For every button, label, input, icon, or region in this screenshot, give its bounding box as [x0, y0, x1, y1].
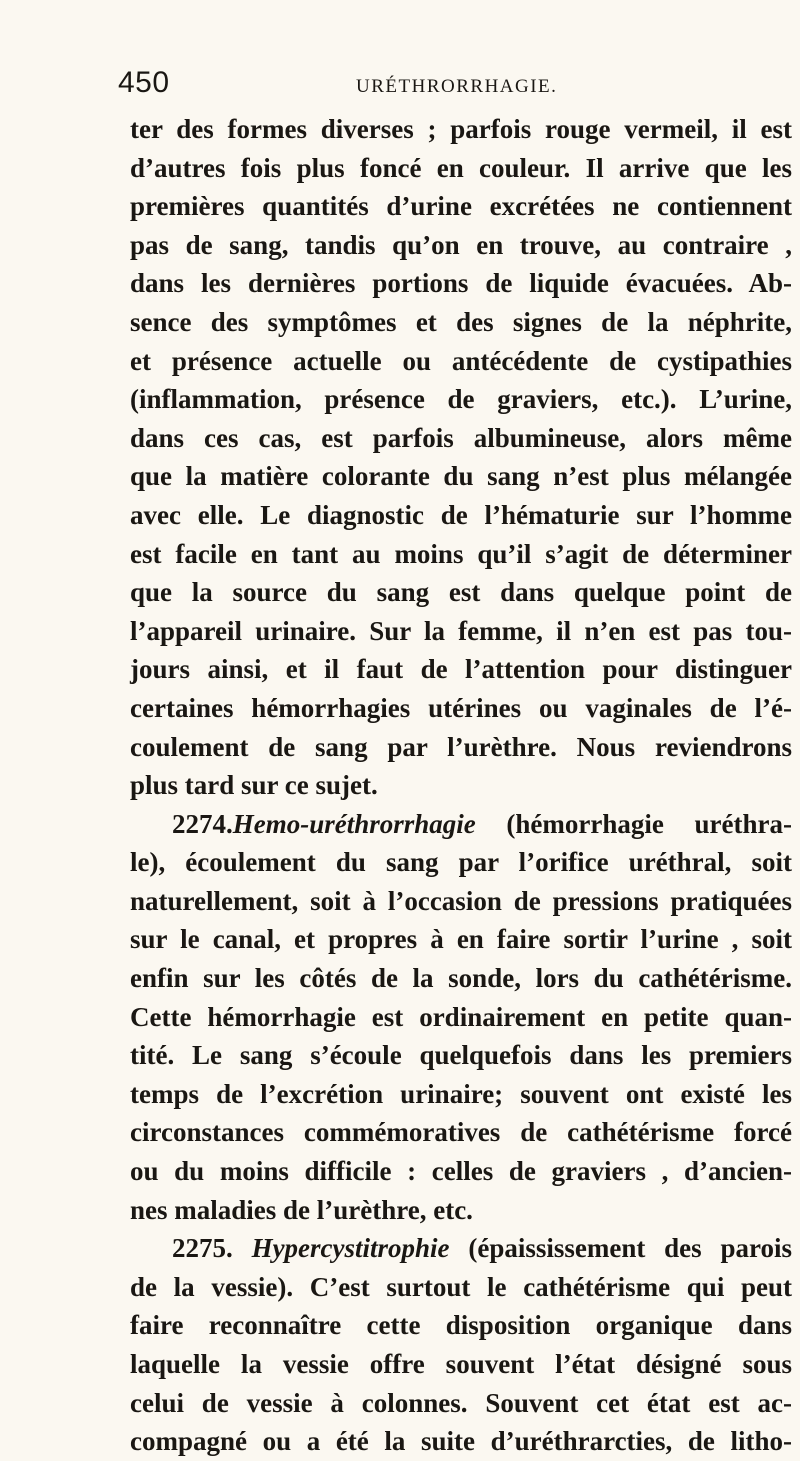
text-line: plus tard sur ce sujet.	[130, 770, 378, 801]
text-line: enfin sur les côtés de la sonde, lors du cathétérisme.	[130, 963, 792, 994]
text-line: circonstances commémoratives de cathétérisme forcé	[130, 1117, 792, 1148]
entry-text: (épaississement des parois	[449, 1233, 792, 1264]
text-line: ter des formes diverses ; parfois rouge vermeil, il est	[130, 114, 792, 144]
entry-number: 2275.	[172, 1233, 233, 1264]
text-line: est facile en tant au moins qu’il s’agit de déterminer	[130, 538, 792, 569]
text-line: tité. Le sang s’écoule quelquefois dans les premiers	[130, 1040, 792, 1071]
text-line: jours ainsi, et il faut de l’attention pour distinguer	[130, 654, 792, 685]
entry-number: 2274.	[172, 808, 233, 839]
entry-2275-line	[130, 1229, 792, 1268]
text-line: l’appareil urinaire. Sur la femme, il n’en est pas tou-	[130, 615, 792, 646]
text-line: sence des symptômes et des signes de la néphrite,	[130, 306, 792, 337]
entry-term: Hemo-uréthrorrhagie	[232, 808, 476, 839]
text-line: temps de l’excrétion urinaire; souvent ont existé les	[130, 1078, 792, 1109]
text-line: coulement de sang par l’urèthre. Nous reviendrons	[130, 731, 792, 762]
text-line: laquelle la vessie offre souvent l’état désigné sous	[130, 1349, 792, 1379]
text-line: que la matière colorante du sang n’est plus mélangée	[130, 461, 792, 492]
page-number: 450	[118, 66, 170, 99]
text-line: compagné ou a été la suite d’uréthrarcties, de litho-	[130, 1426, 792, 1457]
entry-text: (hémorrhagie uréthra-	[475, 808, 792, 839]
text-line: pas de sang, tandis qu’on en trouve, au contraire ,	[130, 229, 792, 260]
text-line: Cette hémorrhagie est ordinairement en petite quan-	[130, 1001, 792, 1032]
text-line: (inflammation, présence de graviers, etc.). L’urine,	[130, 384, 792, 415]
text-line: avec elle. Le diagnostic de l’hématurie sur l’homme	[130, 499, 792, 530]
text-line: celui de vessie à colonnes. Souvent cet état est ac-	[130, 1387, 792, 1418]
running-title: URÉTHRORRHAGIE.	[356, 76, 558, 97]
text-line: certaines hémorrhagies utérines ou vaginales de l’é-	[130, 692, 792, 723]
text-line: et présence actuelle ou antécédente de cystipathies	[130, 345, 792, 376]
text-line: dans ces cas, est parfois albumineuse, alors même	[130, 422, 792, 453]
text-line: ou du moins difficile : celles de graviers , d’ancien-	[130, 1156, 792, 1187]
text-line: premières quantités d’urine excrétées ne contiennent	[130, 191, 792, 222]
text-line: dans les dernières portions de liquide évacuées. Ab-	[130, 268, 792, 299]
entry-term: Hypercystitrophie	[251, 1233, 450, 1264]
text-line: le), écoulement du sang par l’orifice uréthral, soit	[130, 847, 792, 878]
body-text	[130, 110, 792, 1461]
running-head	[118, 66, 798, 106]
text-line: nes maladies de l’urèthre, etc.	[130, 1194, 473, 1225]
text-line: que la source du sang est dans quelque point de	[130, 577, 792, 608]
entry-2274-line	[130, 805, 792, 844]
text-line: de la vessie). C’est surtout le cathétérisme qui peut	[130, 1271, 792, 1302]
text-line: sur le canal, et propres à en faire sortir l’urine , soit	[130, 924, 792, 955]
text-line: d’autres fois plus foncé en couleur. Il arrive que les	[130, 152, 792, 183]
text-line: faire reconnaître cette disposition organique dans	[130, 1310, 792, 1341]
text-line: naturellement, soit à l’occasion de pressions pratiquées	[130, 885, 792, 916]
